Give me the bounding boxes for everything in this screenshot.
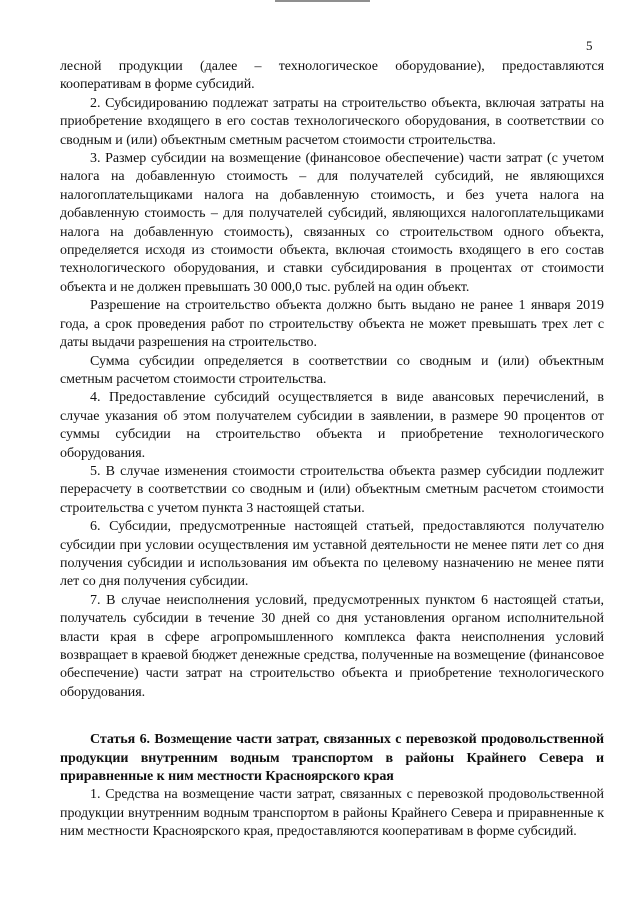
paragraph-item-7: 7. В случае неисполнения условий, предусмотренных пунктом 6 настоящей статьи, получатель субсидии в течение 30 дней со дня установления органом исполнительной власти края в сфере агропромышленного комплекса факта неисполнения условий возвращает в краевой бюджет денежные средства, полученные на возмещение (финансовое обеспечение) части затрат на строительство объекта и приобретение технологического оборудования. — [60, 592, 604, 700]
paragraph-subsidy-amount: Сумма субсидии определяется в соответствии со сводным и (или) объектным сметным расчетом стоимости строительства. — [60, 353, 604, 387]
article-paragraph-1: 1. Средства на возмещение части затрат, связанных с перевозкой продовольственной продукции внутренним водным транспортом в районы Крайнего Севера и приравненные к ним местности Красноярского края, предоставляются кооперативам в форме субсидий. — [60, 787, 604, 840]
article-heading: Статья 6. Возмещение части затрат, связанных с перевозкой продовольственной продукции внутренним водным транспортом в районы Крайнего Севера и приравненные к ним местности Красноярского края — [60, 732, 604, 785]
page-number: 5 — [586, 38, 593, 53]
document-body — [60, 58, 604, 842]
paragraph-item-6: 6. Субсидии, предусмотренные настоящей статьей, предоставляются получателю субсидии при условии осуществления им уставной деятельности не менее пяти лет со дня получения субсидии и использования им объекта по целевому назначению не менее пяти лет со дня получения субсидии. — [60, 519, 604, 590]
paragraph-item-4: 4. Предоставление субсидий осуществляется в виде авансовых перечислений, в случае указания об этом получателем субсидии в заявлении, в размере 90 процентов от суммы субсидии на строительство объекта и приобретение технологического оборудования. — [60, 390, 604, 461]
paragraph-item-3: 3. Размер субсидии на возмещение (финансовое обеспечение) части затрат (с учетом налога на добавленную стоимость – для получателей субсидий, не являющихся налогоплательщиками налога на добавленную стоимость, и без учета налога на добавленную стоимость – для получателей субсидий, являющихся налогоплательщиками налога на добавленную стоимость), связанных со строительством одного объекта, определяется исходя из стоимости объекта, включая стоимость входящего в его состав технологического оборудования, и ставки субсидирования в процентах от стоимости объекта и не должен превышать 30 000,0 тыс. рублей на один объект. — [60, 151, 604, 295]
paragraph-continuation: лесной продукции (далее – технологическое оборудование), предоставляются кооперативам в форме субсидий. — [60, 59, 604, 93]
paragraph-permit: Разрешение на строительство объекта должно быть выдано не ранее 1 января 2019 года, а срок проведения работ по строительству объекта не может превышать трех лет с даты выдачи разрешения на строительство. — [60, 298, 604, 351]
top-rule — [275, 0, 370, 2]
paragraph-item-5: 5. В случае изменения стоимости строительства объекта размер субсидии подлежит перерасчету в соответствии со сводным и (или) объектным сметным расчетом стоимости строительства с учетом пункта 3 настоящей статьи. — [60, 463, 604, 516]
paragraph-item-2: 2. Субсидированию подлежат затраты на строительство объекта, включая затраты на приобретение входящего в его состав технологического оборудования, в соответствии со сводным и (или) объектным сметным расчетом стоимости строительства. — [60, 95, 604, 148]
